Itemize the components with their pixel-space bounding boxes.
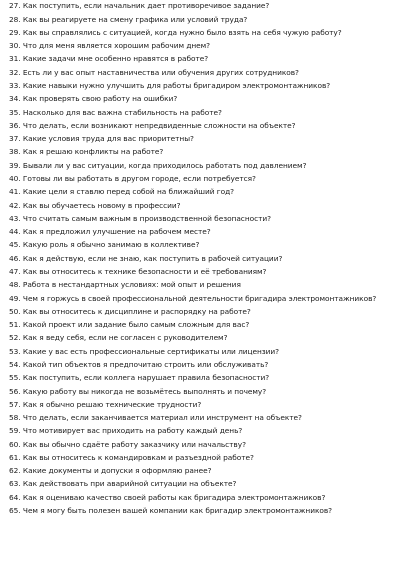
list-item [9,226,393,239]
question-number: 56. [9,386,21,396]
question-text: Как я предложил улучшение на рабочем месте? [22,227,211,237]
list-item [9,398,393,411]
question-number: 54. [9,359,21,369]
question-text: Готовы ли вы работать в другом городе, если потребуется? [22,174,256,183]
question-number: 51. [9,320,21,330]
list-item [9,305,393,318]
list-item [9,425,393,438]
list-item [9,0,393,13]
list-item [9,505,393,518]
question-text: Как вы справлялись с ситуацией, когда нужно было взять на себя чужую работу? [22,27,342,37]
list-item [9,385,393,398]
question-text: Как вы обычно сдаёте работу заказчику или начальству? [22,439,246,449]
question-text: Что для меня является хорошим рабочим днем? [22,41,211,51]
list-item [9,146,393,159]
question-text: Какой проект или задание было самым сложным для вас? [22,320,250,330]
question-number: 45. [9,240,21,250]
question-number: 27. [9,1,21,11]
question-text: Как я оцениваю качество своей работы как бригадира электромонтажников? [22,492,326,502]
list-item [9,319,393,332]
question-number: 35. [9,107,21,117]
question-number: 36. [9,120,21,130]
question-text: Какие навыки нужно улучшить для работы бригадиром электромонтажников? [22,81,331,91]
question-text: Что считать самым важным в производственной безопасности? [22,213,271,223]
list-item [9,133,393,146]
list-item [9,438,393,451]
question-number: 65. [9,506,21,516]
question-text: Есть ли у вас опыт наставничества или обучения других сотрудников? [22,67,299,77]
question-text: Как я веду себя, если не согласен с руководителем? [22,333,228,343]
list-item [9,359,393,372]
question-number: 47. [9,266,21,276]
list-item [9,186,393,199]
list-item [9,491,393,504]
question-text: Что мотивирует вас приходить на работу каждый день? [22,426,243,436]
question-text: Как действовать при аварийной ситуации на объекте? [22,479,237,489]
question-text: Какие документы и допуски я оформляю ранее? [22,466,212,476]
list-item [9,266,393,279]
question-number: 53. [9,346,21,356]
list-item [9,66,393,79]
question-number: 62. [9,466,21,476]
question-text: Как я решаю конфликты на работе? [22,147,164,157]
question-text: Чем я могу быть полезен вашей компании как бригадир электромонтажников? [22,506,333,516]
question-number: 55. [9,373,21,383]
list-item [9,53,393,66]
question-number: 48. [9,280,21,290]
question-number: 44. [9,227,21,237]
question-number: 30. [9,41,21,51]
question-number: 42. [9,200,21,210]
question-text: Что делать, если возникают непредвиденные сложности на объекте? [22,120,296,130]
question-text: Бывали ли у вас ситуации, когда приходилось работать под давлением? [22,160,307,170]
question-number: 33. [9,81,21,91]
question-text: Как поступить, если начальник дает противоречивое задание? [22,1,270,11]
list-item [9,80,393,93]
question-text: Как проверять свою работу на ошибки? [22,94,178,104]
question-list [9,0,393,518]
question-text: Как поступить, если коллега нарушает правила безопасности? [22,373,270,383]
question-number: 60. [9,439,21,449]
list-item [9,452,393,465]
question-number: 52. [9,333,21,343]
question-text: Как вы относитесь к технике безопасности и её требованиям? [22,266,267,276]
list-item [9,213,393,226]
list-item [9,159,393,172]
question-text: Работа в нестандартных условиях: мой опыт и решения [22,280,241,290]
question-number: 49. [9,293,21,303]
question-number: 41. [9,187,21,197]
question-text: Как вы обучаетесь новому в профессии? [22,200,181,210]
list-item [9,332,393,345]
question-text: Какие цели я ставлю перед собой на ближайший год? [22,187,235,197]
list-item [9,345,393,358]
question-text: Как вы реагируете на смену графика или условий труда? [22,14,248,24]
list-item [9,199,393,212]
list-item [9,106,393,119]
question-number: 43. [9,213,21,223]
question-text: Какую работу вы никогда не возьмётесь выполнять и почему? [22,386,267,396]
question-number: 58. [9,413,21,423]
list-item [9,412,393,425]
list-item [9,465,393,478]
list-item [9,120,393,133]
question-number: 57. [9,399,21,409]
question-text: Какие условия труда для вас приоритетны? [22,134,194,144]
question-number: 34. [9,94,21,104]
question-text: Как я обычно решаю технические трудности? [22,399,202,409]
list-item [9,173,393,186]
list-item [9,478,393,491]
question-text: Какой тип объектов я предпочитаю строить или обслуживать? [22,359,269,369]
question-text: Какие у вас есть профессиональные сертификаты или лицензии? [22,346,280,356]
list-item [9,372,393,385]
question-number: 64. [9,492,21,502]
question-number: 63. [9,479,21,489]
question-number: 32. [9,67,21,77]
list-item [9,252,393,265]
question-text: Какие задачи мне особенно нравятся в работе? [22,54,209,64]
question-number: 59. [9,426,21,436]
question-number: 28. [9,14,21,24]
question-number: 46. [9,253,21,263]
question-number: 31. [9,54,21,64]
question-number: 37. [9,134,21,144]
list-item [9,239,393,252]
question-number: 50. [9,306,21,316]
question-number: 40. [9,174,21,183]
question-number: 39. [9,160,21,170]
question-number: 61. [9,452,21,462]
list-item [9,40,393,53]
question-number: 29. [9,27,21,37]
question-text: Что делать, если заканчивается материал или инструмент на объекте? [22,413,302,423]
question-text: Какую роль я обычно занимаю в коллективе? [22,240,200,250]
question-number: 38. [9,147,21,157]
list-item [9,292,393,305]
question-text: Насколько для вас важна стабильность на работе? [22,107,222,117]
question-text: Чем я горжусь в своей профессиональной деятельности бригадира электромонтажников? [22,293,377,303]
list-item [9,93,393,106]
question-text: Как вы относитесь к командировкам и разъездной работе? [22,452,254,462]
list-item [9,13,393,26]
question-text: Как я действую, если не знаю, как поступить в рабочей ситуации? [22,253,283,263]
list-item [9,27,393,40]
list-item [9,279,393,292]
question-text: Как вы относитесь к дисциплине и распорядку на работе? [22,306,251,316]
